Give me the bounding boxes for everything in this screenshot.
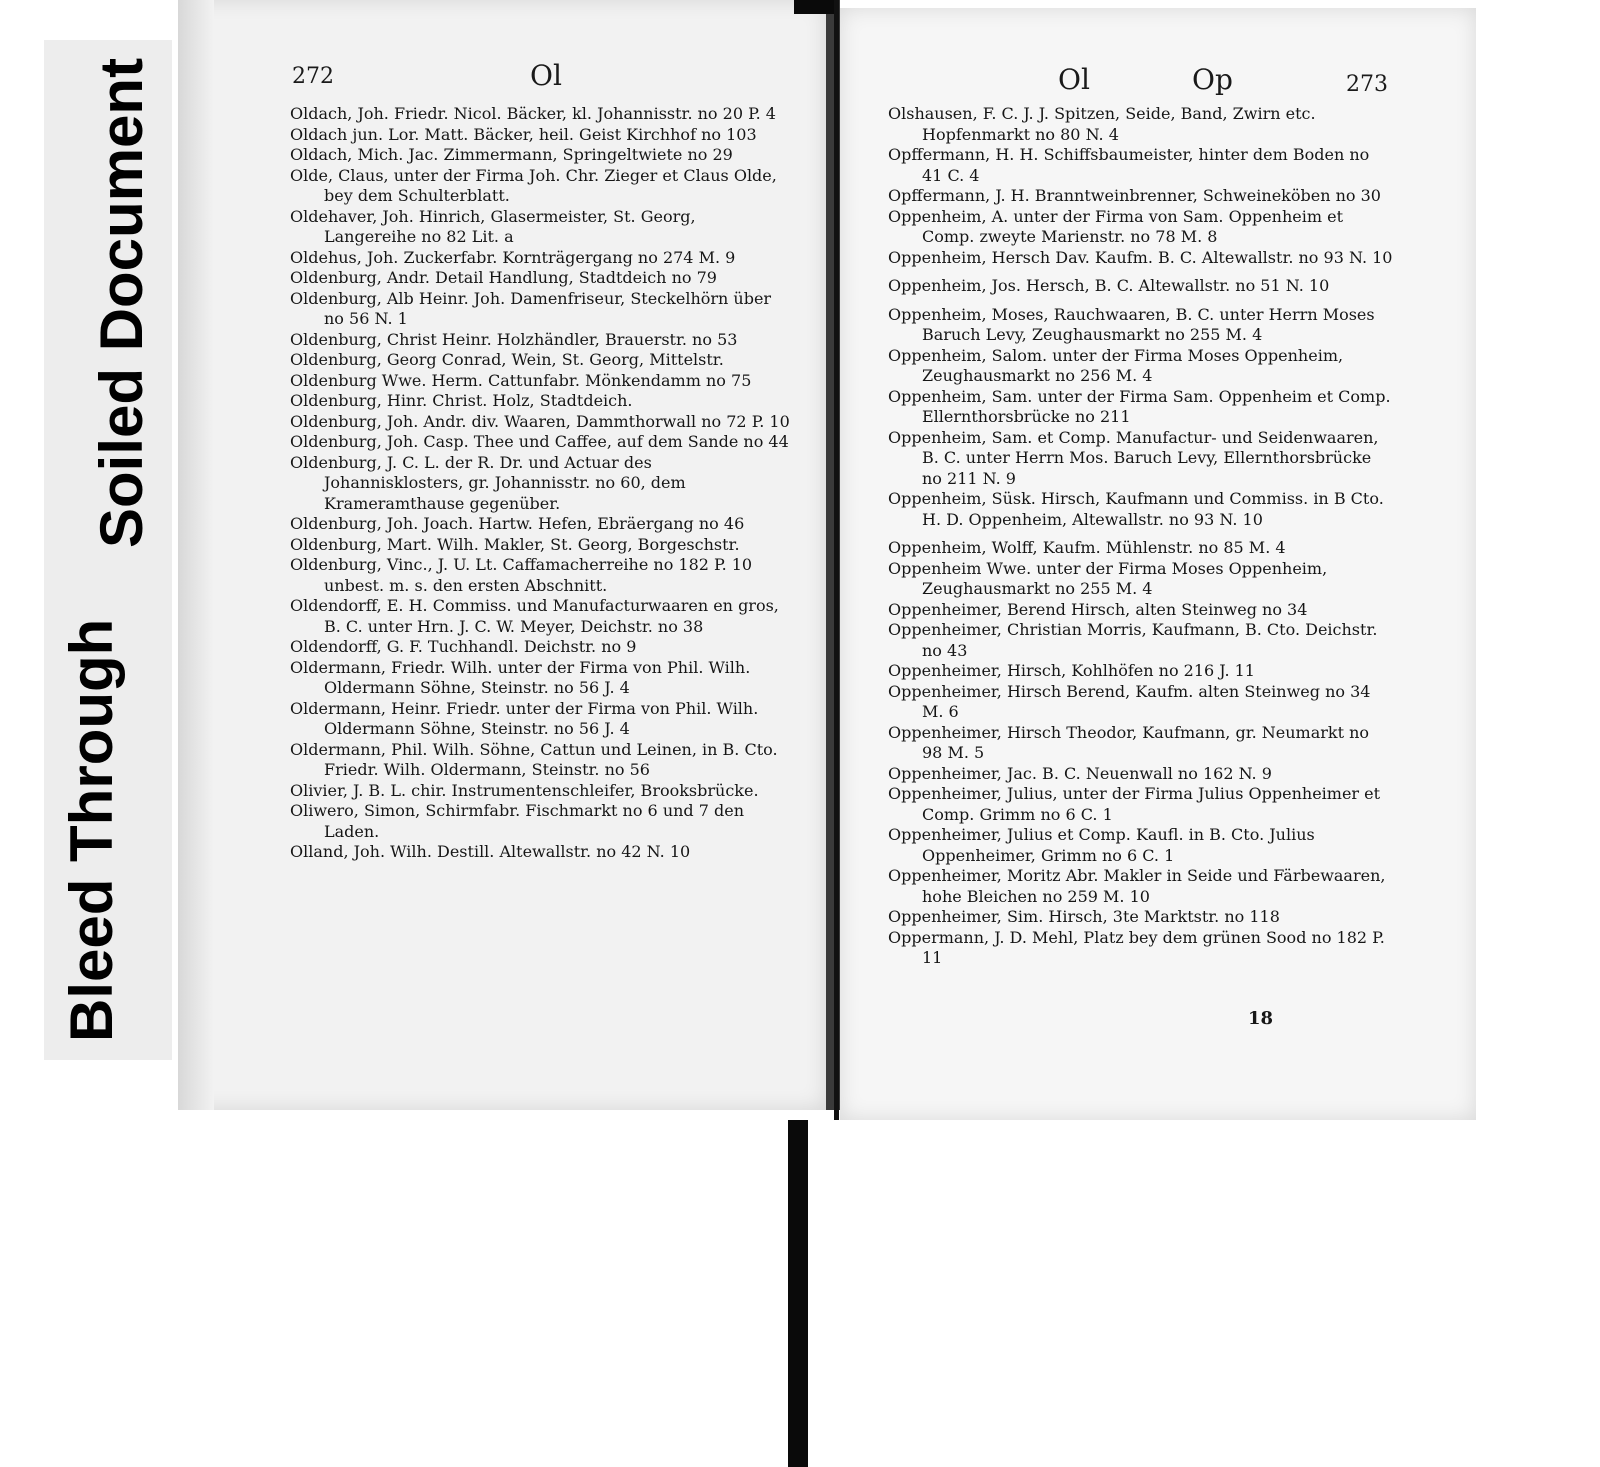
directory-entry: Oldenburg, Andr. Detail Handlung, Stadtdeich no 79 [290,268,717,287]
directory-entry: Olland, Joh. Wilh. Destill. Altewallstr. no 42 N. 10 [290,842,691,861]
directory-entry: Oldenburg, Mart. Wilh. Makler, St. Georg, Borgeschstr. [290,534,740,554]
gutter-binding-line [834,0,839,1120]
directory-entry: Oppenheimer, Moritz Abr. Makler in Seide und Färbewaaren, hohe Bleichen no 259 M. 10 [888,866,1386,906]
right-page-number: 273 [1346,72,1388,97]
directory-entry: Oldach, Mich. Jac. Zimmermann, Springeltwiete no 29 [290,145,733,164]
directory-entry: Olde, Claus, unter der Firma Joh. Chr. Zieger et Claus Olde, bey dem Schulterblatt. [290,165,777,205]
ribbon-bookmark [788,1120,808,1467]
directory-entry: Oldermann, Friedr. Wilh. unter der Firma von Phil. Wilh. Oldermann Söhne, Steinstr. no 56 J. 4 [290,657,751,697]
directory-entry: Oldenburg, Georg Conrad, Wein, St. Georg, Mittelstr. [290,350,724,369]
directory-entry: Oppenheim, Hersch Dav. Kaufm. B. C. Altewallstr. no 93 N. 10 [888,247,1393,267]
directory-entry: Oldenburg, Joh. Andr. div. Waaren, Dammthorwall no 72 P. 10 [290,411,790,431]
left-page-edge-shadow [178,0,214,1110]
directory-entry: Oliwero, Simon, Schirmfabr. Fischmarkt no 6 und 7 den Laden. [290,801,745,841]
directory-entry: Oppenheimer, Hirsch Theodor, Kaufmann, gr. Neumarkt no 98 M. 5 [888,722,1370,762]
ribbon-bookmark-top [794,0,834,14]
left-entry-list [290,104,790,863]
directory-entry: Oppenheimer, Berend Hirsch, alten Steinweg no 34 [888,599,1308,619]
directory-entry: Oppenheim, A. unter der Firma von Sam. Oppenheim et Comp. zweyte Marienstr. no 78 M. 8 [888,206,1344,246]
directory-entry: Oppenheimer, Sim. Hirsch, 3te Marktstr. no 118 [888,907,1280,926]
directory-entry: Oldach jun. Lor. Matt. Bäcker, heil. Geist Kirchhof no 103 [290,124,757,144]
right-entry-list [888,104,1394,969]
directory-entry: Oppenheimer, Jac. B. C. Neuenwall no 162 N. 9 [888,763,1272,783]
right-running-head-op: Op [1192,63,1233,96]
directory-entry: Oppenheimer, Hirsch Berend, Kaufm. alten Steinweg no 34 M. 6 [888,681,1371,721]
label-soiled-document: Soiled Document [88,57,155,548]
directory-entry: Oldenburg, Alb Heinr. Joh. Damenfriseur, Steckelhörn über no 56 N. 1 [290,288,772,328]
directory-entry: Oldenburg, Joh. Joach. Hartw. Hefen, Ebräergang no 46 [290,514,745,533]
directory-entry: Oldenburg Wwe. Herm. Cattunfabr. Mönkendamm no 75 [290,370,752,390]
directory-entry: Oppenheimer, Hirsch, Kohlhöfen no 216 J. 11 [888,661,1255,680]
directory-entry: Opffermann, H. H. Schiffsbaumeister, hinter dem Boden no 41 C. 4 [888,145,1370,185]
left-page-number: 272 [292,64,334,89]
directory-entry: Oppenheim Wwe. unter der Firma Moses Oppenheim, Zeughausmarkt no 255 M. 4 [888,558,1328,598]
directory-entry: Oldenburg, Hinr. Christ. Holz, Stadtdeich. [290,391,633,410]
directory-entry: Oppenheim, Jos. Hersch, B. C. Altewallstr. no 51 N. 10 [888,276,1330,295]
directory-entry: Oldenburg, J. C. L. der R. Dr. und Actuar des Johannisklosters, gr. Johannisstr. no 60, dem Krameramthause gegenüber. [290,452,686,513]
directory-entry: Oppenheim, Moses, Rauchwaaren, B. C. unter Herrn Moses Baruch Levy, Zeughausmarkt no 255 M. 4 [888,304,1375,344]
directory-entry: Olshausen, F. C. J. J. Spitzen, Seide, Band, Zwirn etc. Hopfenmarkt no 80 N. 4 [888,104,1316,144]
directory-entry: Opffermann, J. H. Branntweinbrenner, Schweineköben no 30 [888,186,1381,205]
directory-entry: Oldenburg, Joh. Casp. Thee und Caffee, auf dem Sande no 44 [290,432,789,451]
directory-entry: Oppenheim, Süsk. Hirsch, Kaufmann und Commiss. in B Cto. H. D. Oppenheim, Altewallstr. no 93 N. 10 [888,489,1384,529]
label-bleed-through: Bleed Through [58,618,125,1042]
directory-entry: Oldenburg, Christ Heinr. Holzhändler, Brauerstr. no 53 [290,329,738,349]
directory-entry: Oldendorff, G. F. Tuchhandl. Deichstr. no 9 [290,637,637,656]
directory-entry: Oppenheimer, Julius, unter der Firma Julius Oppenheimer et Comp. Grimm no 6 C. 1 [888,784,1381,824]
directory-entry: Oppenheim, Wolff, Kaufm. Mühlenstr. no 85 M. 4 [888,538,1286,557]
signature-mark: 18 [1248,1008,1274,1029]
directory-entry: Oppenheim, Sam. et Comp. Manufactur- und Seidenwaaren, B. C. unter Herrn Mos. Baruch Levy, Ellernthorsbrücke no 211 N. 9 [888,427,1379,488]
directory-entry: Oppenheim, Salom. unter der Firma Moses Oppenheim, Zeughausmarkt no 256 M. 4 [888,345,1344,385]
directory-entry: Oppermann, J. D. Mehl, Platz bey dem grünen Sood no 182 P. 11 [888,927,1385,967]
right-running-head-ol: Ol [1058,63,1090,96]
left-running-head: Ol [530,59,562,92]
directory-entry: Oldach, Joh. Friedr. Nicol. Bäcker, kl. Johannisstr. no 20 P. 4 [290,104,776,123]
directory-entry: Oppenheimer, Julius et Comp. Kaufl. in B. Cto. Julius Oppenheimer, Grimm no 6 C. 1 [888,825,1315,865]
directory-entry: Oldehaver, Joh. Hinrich, Glasermeister, St. Georg, Langereihe no 82 Lit. a [290,206,696,246]
directory-entry: Oldermann, Heinr. Friedr. unter der Firma von Phil. Wilh. Oldermann Söhne, Steinstr. no 56 J. 4 [290,698,759,738]
directory-entry: Oldehus, Joh. Zuckerfabr. Kornträgergang no 274 M. 9 [290,247,736,267]
directory-entry: Oldendorff, E. H. Commiss. und Manufacturwaaren en gros, B. C. unter Hrn. J. C. W. Meyer, Deichstr. no 38 [290,596,779,636]
directory-entry: Olivier, J. B. L. chir. Instrumentenschleifer, Brooksbrücke. [290,780,759,800]
directory-entry: Oppenheimer, Christian Morris, Kaufmann, B. Cto. Deichstr. no 43 [888,620,1378,660]
directory-entry: Oldenburg, Vinc., J. U. Lt. Caffamacherreihe no 182 P. 10 unbest. m. s. den ersten Abschnitt. [290,555,753,595]
directory-entry: Oppenheim, Sam. unter der Firma Sam. Oppenheim et Comp. Ellernthorsbrücke no 211 [888,386,1391,426]
directory-entry: Oldermann, Phil. Wilh. Söhne, Cattun und Leinen, in B. Cto. Friedr. Wilh. Oldermann, Steinstr. no 56 [290,739,778,779]
